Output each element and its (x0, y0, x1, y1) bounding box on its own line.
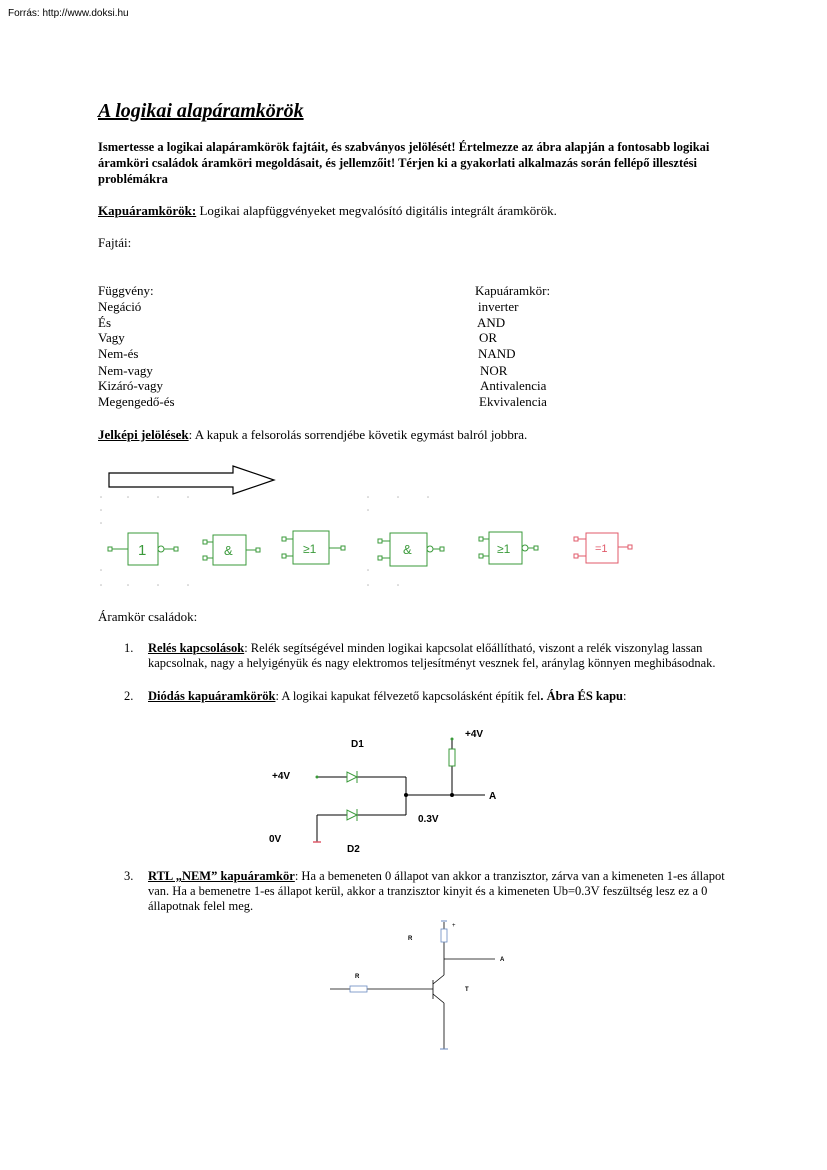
jelkepi-term: Jelképi jelölések (98, 427, 189, 442)
table-row-gate: AND (477, 315, 506, 330)
family-figure-ref: . Ábra ÉS kapu (540, 689, 624, 703)
gate-symbols (98, 490, 658, 600)
fajtai-label: Fajtái: (98, 235, 132, 250)
table-row-fn: Vagy (98, 330, 125, 345)
table-row-gate: Ekvivalencia (479, 394, 547, 409)
label-output-a: A (489, 791, 497, 802)
label-03v: 0.3V (418, 814, 439, 825)
family-text: : Ha a bemeneten 0 állapot van akkor a tranzisztor, zárva van a kimeneten 1-es állapot van. Ha a bemenetre 1-es állapot kerül, akkor a tranzisztor kinyit és a kimeneten Ub=0.3V feszültség lesz ez a 0 állapotnak felel meg. (148, 869, 725, 913)
gate-symbol-label: & (403, 542, 412, 557)
table-row-fn: Nem-vagy (98, 363, 153, 378)
list-number: 2. (124, 689, 134, 703)
table-row-gate: NAND (478, 346, 516, 361)
jelkepi-text: : A kapuk a felsorolás sorrendjébe követik egymást balról jobbra. (188, 427, 528, 442)
table-row-gate: inverter (478, 299, 519, 314)
family-term: Relés kapcsolások (148, 641, 245, 655)
page-title: A logikai alapáramkörök (98, 100, 304, 122)
gate-symbol-label: =1 (595, 543, 608, 555)
label-0v: 0V (269, 834, 282, 845)
diode-and-circuit (265, 722, 515, 857)
list-number: 1. (124, 641, 134, 655)
lead-question: Ismertesse a logikai alapáramkörök fajtáit, és szabványos jelölését! Értelmezze az ábra alapján a fontosabb logikai áramköri családok áramköri megoldásait, és jellemzőit! Térjen ki a gyakorlati alkalmazás során fellépő illesztési problémákra (98, 140, 710, 186)
terminal-icon (451, 738, 454, 741)
resistor-icon (449, 749, 455, 766)
label-output-a: A (500, 957, 505, 963)
table-row-fn: És (98, 315, 111, 330)
label-t: T (465, 987, 469, 993)
label-plus: + (452, 923, 456, 929)
family-term: Diódás kapuáramkörök (148, 689, 276, 703)
table-head-right: Kapuáramkör: (475, 283, 551, 298)
source-label: Forrás: http://www.doksi.hu (8, 8, 129, 19)
kapu-text: Logikai alapfüggvényeket megvalósító digitális integrált áramkörök. (196, 203, 557, 218)
gate-symbol-label: 1 (138, 542, 147, 559)
label-r-top: R (408, 936, 413, 942)
gate-symbol-label: ≥1 (497, 542, 511, 556)
gate-symbol-label: & (224, 543, 233, 558)
family-term: RTL „NEM” kapuáramkör (148, 869, 295, 883)
kapu-definition (98, 203, 557, 219)
label-d2: D2 (347, 844, 360, 855)
jelkepi-definition (98, 427, 527, 443)
family-text: : Relék segítségével minden logikai kapcsolat előállítható, viszont a relék viszonylag lassan kapcsolnak, nagy a helyigényük és nagy elektromos teljesítményt vesznek fel, aránylag könnyen meghibásodnak. (148, 641, 716, 670)
table-row-fn: Negáció (98, 299, 142, 314)
diode-d2-icon (347, 809, 357, 821)
table-row-gate: NOR (480, 363, 508, 378)
label-plus4v-left: +4V (272, 771, 291, 782)
label-plus4v-top: +4V (465, 729, 484, 740)
list-number: 3. (124, 869, 134, 883)
list-item (148, 869, 733, 914)
resistor-icon (350, 986, 367, 992)
families-title: Áramkör családok: (98, 609, 198, 624)
resistor-icon (441, 929, 447, 942)
table-row-gate: Antivalencia (480, 378, 547, 393)
list-item (148, 641, 733, 671)
family-text: : A logikai kapukat félvezető kapcsolásként építik fel (275, 689, 541, 703)
gate-symbol-label: ≥1 (303, 542, 317, 556)
family-tail: : (623, 689, 627, 703)
rtl-not-circuit (320, 917, 520, 1057)
table-row-fn: Megengedő-és (98, 394, 175, 409)
table-row-fn: Kizáró-vagy (98, 378, 163, 393)
kapu-term: Kapuáramkörök: (98, 203, 197, 218)
table-head-left: Függvény: (98, 283, 154, 298)
list-item (148, 689, 733, 704)
label-d1: D1 (351, 739, 364, 750)
diode-d1-icon (347, 771, 357, 783)
table-row-fn: Nem-és (98, 346, 139, 361)
label-r-input: R (355, 974, 360, 980)
table-row-gate: OR (479, 330, 498, 345)
